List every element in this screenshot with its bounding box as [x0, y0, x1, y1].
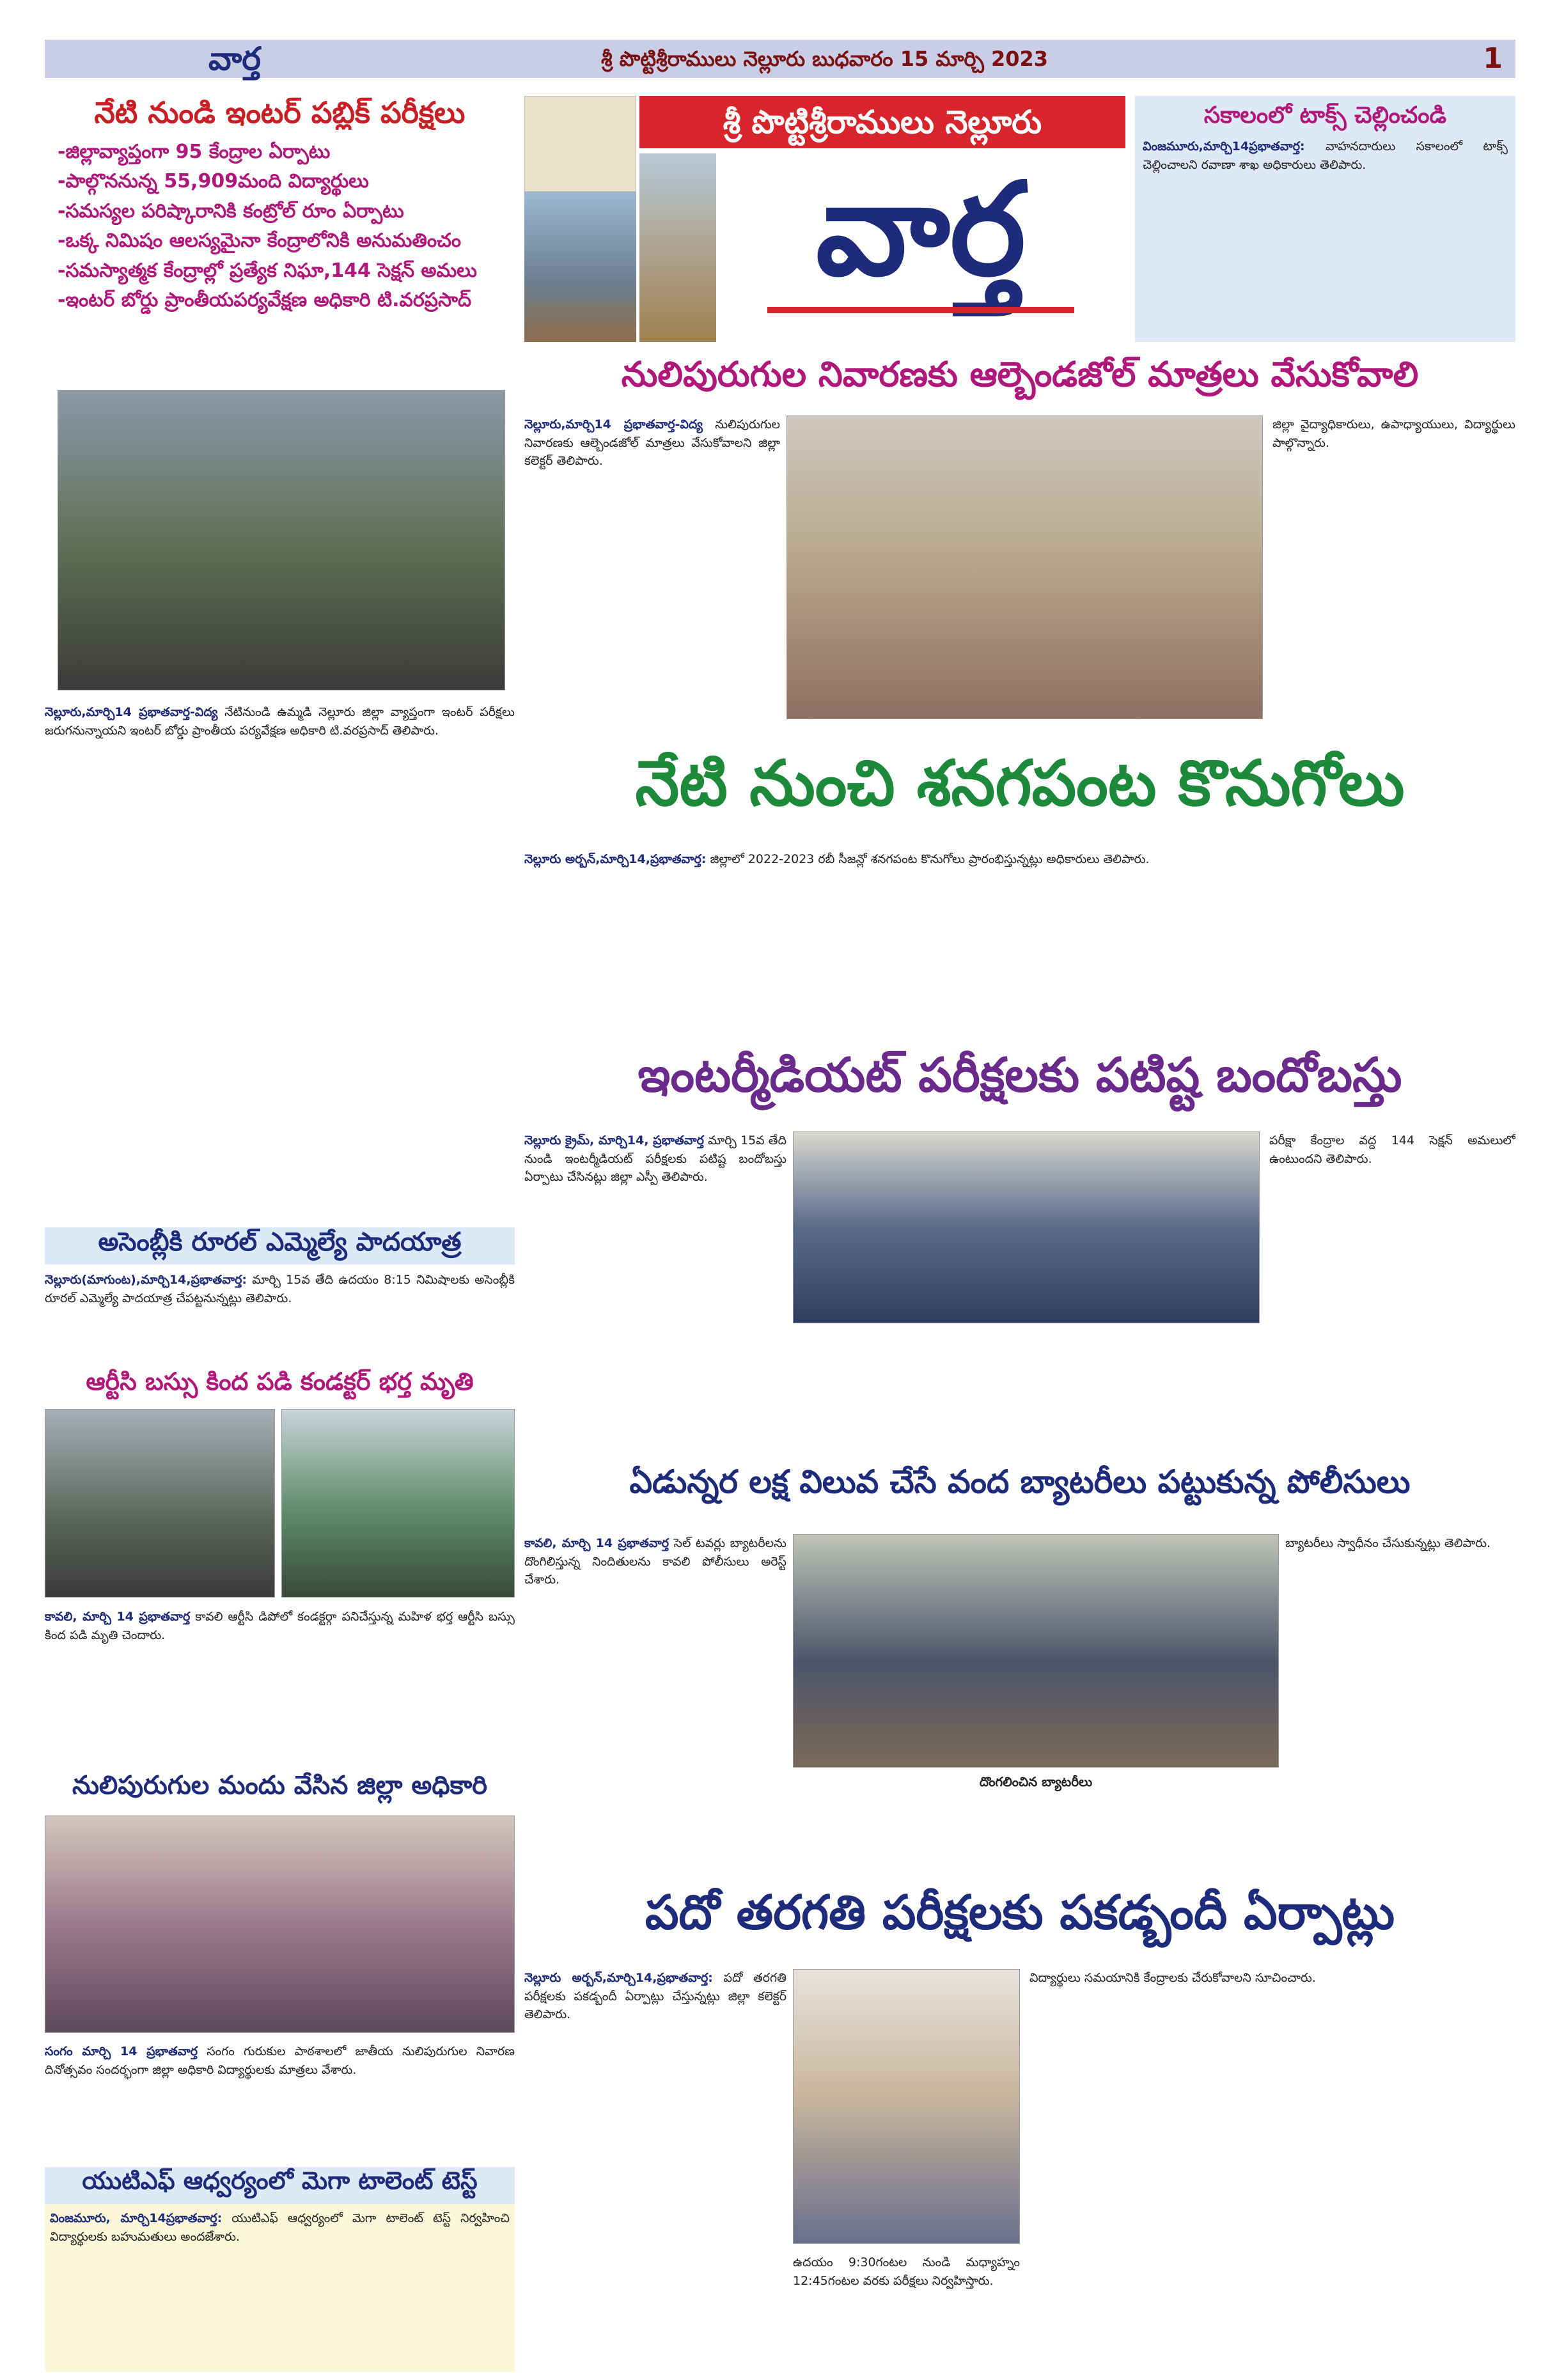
story-text: కావలి ఆర్టీసి డిపోలో కండక్టర్గా పనిచేస్తున్న మహిళ భర్త ఆర్టీసి బస్సు కింద పడి మృతి చెందారు.	[45, 1610, 515, 1642]
story-text: నేటినుండి ఉమ్మడి నెల్లూరు జిల్లా వ్యాప్తంగా ఇంటర్ పరీక్షలు జరుగనున్నాయని ఇంటర్ బోర్డు ప్రాంతీయ పర్యవేక్షణ అధికారి టి.వరప్రసాద్ తెలిపారు.	[45, 705, 515, 738]
batteries-body-left	[524, 1534, 786, 1867]
district-officer-headline: నులిపురుగుల మందు వేసిన జిల్లా అధికారి	[72, 1771, 487, 1800]
inter-exams-photo	[58, 390, 505, 690]
temple-photo	[639, 153, 716, 342]
dateline-lead: సంగం మార్చి 14 ప్రభాతవార్త	[45, 2044, 198, 2058]
masthead-region: శ్రీ పొట్టిశ్రీరాములు నెల్లూరు	[639, 96, 1125, 148]
tenth-exams-body-mid	[793, 2253, 1020, 2365]
district-officer-photo	[45, 1816, 515, 2033]
chickpea-story	[524, 748, 1515, 1029]
inter-exams-bullets	[45, 137, 515, 316]
inter-exams-story	[45, 96, 515, 1215]
story-text: ఉదయం 9:30గంటల నుండి మధ్యాహ్నం 12:45గంటల వరకు పరీక్షలు నిర్వహిస్తారు.	[793, 2255, 1020, 2288]
deworming-body-left	[524, 416, 780, 729]
story-text: సెల్ టవర్లు బ్యాటరీలను దొంగిలిస్తున్న నిందితులను కావలి పోలీసులు అరెస్ట్ చేశారు.	[524, 1536, 786, 1587]
page-number: 1	[1483, 42, 1503, 75]
dateline-lead: నెల్లూరు అర్బన్,మార్చి14,ప్రభాతవార్త:	[524, 1971, 713, 1985]
toll-story	[1135, 96, 1515, 342]
collector-photo	[793, 1969, 1020, 2244]
bandobast-headline: ఇంటర్మీడియట్ పరీక్షలకు పటిష్ట బందోబస్తు	[638, 1048, 1402, 1103]
batteries-caption: దొంగలించిన బ్యాటరీలు	[979, 1774, 1093, 1789]
story-text: సంగం గురుకుల పాఠశాలలో జాతీయ నులిపురుగుల నివారణ దినోత్సవం సందర్భంగా జిల్లా అధికారి విద్యార్థులకు మాత్రలు వేశారు.	[45, 2044, 515, 2077]
utf-body	[45, 2204, 515, 2367]
story-text: పరీక్షా కేంద్రాల వద్ద 144 సెక్షన్ అమలులో ఉంటుందని తెలిపారు.	[1269, 1133, 1515, 1166]
batteries-body-right	[1285, 1534, 1515, 1867]
story-text: వాహనదారులు సకాలంలో టాక్స్ చెల్లించాలని రవాణా శాఖ అధికారులు తెలిపారు.	[1143, 139, 1508, 172]
bullet-item: -పాల్గొననున్న 55,909మంది విద్యార్థులు	[58, 170, 369, 193]
chickpea-body	[524, 850, 1515, 1023]
masthead-small: వార్త	[208, 40, 262, 77]
bullet-item: -జిల్లావ్యాప్తంగా 95 కేంద్రాల ఏర్పాటు	[58, 140, 331, 163]
inter-exams-headline: నేటి నుండి ఇంటర్ పబ్లిక్ పరీక్షలు	[94, 96, 466, 130]
district-officer-story	[45, 1771, 515, 2154]
deworming-photo	[786, 416, 1263, 719]
bullet-item: -ఇంటర్ బోర్డు ప్రాంతీయపర్యవేక్షణ అధికారి టి.వరప్రసాద్	[58, 289, 472, 312]
tenth-exams-story	[524, 1886, 1515, 2372]
bandobast-body-right	[1269, 1132, 1515, 1438]
founder-portrait	[524, 96, 636, 192]
dateline-lead: నెల్లూరు(మాగుంట),మార్చి14,ప్రభాతవార్త:	[45, 1273, 247, 1287]
story-text: పదో తరగతి పరీక్షలకు పకడ్బందీ ఏర్పాట్లు చేస్తున్నట్లు జిల్లా కలెక్టర్ తెలిపారు.	[524, 1971, 786, 2021]
story-text: జిల్లాలో 2022-2023 రబీ సీజన్లో శనగపంట కొనుగోలు ప్రారంభిస్తున్నట్లు అధికారులు తెలిపారు.	[710, 852, 1150, 866]
dateline-lead: కావలి, మార్చి 14 ప్రభాతవార్త	[524, 1536, 669, 1550]
tenth-exams-headline: పదో తరగతి పరీక్షలకు పకడ్బందీ ఏర్పాట్లు	[645, 1886, 1395, 1940]
batteries-headline: ఏడున్నర లక్ష విలువ చేసే వంద బ్యాటరీలు పట్టుకున్న పోలీసులు	[629, 1464, 1411, 1500]
toll-headline: సకాలంలో టాక్స్ చెల్లించండి	[1203, 102, 1447, 128]
dateline-lead: కావలి, మార్చి 14 ప్రభాతవార్త	[45, 1610, 191, 1624]
utf-headline: యుటిఎఫ్ ఆధ్వర్యంలో మెగా టాలెంట్ టెస్ట్	[45, 2167, 515, 2204]
dateline-lead: వింజమూరు, మార్చి14ప్రభాతవార్త:	[50, 2211, 223, 2225]
story-text: యుటిఎఫ్ ఆధ్వర్యంలో మెగా టాలెంట్ టెస్ట్ నిర్వహించి విద్యార్థులకు బహుమతులు అందజేశారు.	[50, 2211, 510, 2244]
city-photo	[524, 192, 636, 342]
batteries-photo	[793, 1534, 1279, 1768]
top-bar	[45, 40, 1515, 78]
utf-story	[45, 2167, 515, 2372]
deworming-headline: నులిపురుగుల నివారణకు ఆల్బెండజోల్ మాత్రలు వేసుకోవాలి	[621, 355, 1419, 394]
padayatra-headline: అసెంబ్లీకి రూరల్ ఎమ్మెల్యే పాదయాత్ర	[45, 1227, 515, 1264]
padayatra-story	[45, 1227, 515, 1355]
batteries-story	[524, 1464, 1515, 1873]
story-text: విద్యార్థులు సమయానికి కేంద్రాలకు చేరుకోవాలని సూచించారు.	[1029, 1971, 1316, 1985]
chickpea-headline: నేటి నుంచి శనగపంట కొనుగోలు	[635, 748, 1405, 820]
story-text: బ్యాటరీలు స్వాధీనం చేసుకున్నట్లు తెలిపారు.	[1285, 1536, 1491, 1550]
bandobast-body-left	[524, 1132, 786, 1438]
district-officer-body	[45, 2042, 515, 2151]
dateline: శ్రీ పొట్టిశ్రీరాములు నెల్లూరు బుధవారం 15 మార్చి 2023	[601, 47, 1049, 71]
masthead	[524, 96, 1125, 342]
bus-body	[45, 1608, 515, 1755]
dateline-lead: నెల్లూరు క్రైమ్, మార్చి14, ప్రభాతవార్త	[524, 1133, 704, 1147]
story-text: మార్చి 15వ తేది నుండి ఇంటర్మీడియట్ పరీక్షలకు పటిష్ట బందోబస్తు ఏర్పాటు చేసినట్లు జిల్లా ఎస్పీ తెలిపారు.	[524, 1133, 786, 1184]
bus-headline: ఆర్టీసి బస్సు కింద పడి కండక్టర్ భర్త మృతి	[86, 1368, 474, 1396]
story-text: మార్చి 15వ తేది ఉదయం 8:15 నిమిషాలకు అసెంబ్లీకి రూరల్ ఎమ్మెల్యే పాదయాత్ర చేపట్టనున్నట్లు తెలిపారు.	[45, 1273, 515, 1305]
bullet-item: -ఒక్క నిమిషం ఆలస్యమైనా కేంద్రాలోనికి అనుమతించం	[58, 229, 462, 253]
dateline-lead: నెల్లూరు,మార్చి14 ప్రభాతవార్త-విద్య	[524, 417, 703, 432]
masthead-title: వార్త	[815, 155, 1026, 304]
bus-story	[45, 1368, 515, 1758]
story-text: జిల్లా వైద్యాధికారులు, ఉపాధ్యాయులు, విద్యార్థులు పాల్గొన్నారు.	[1272, 417, 1515, 450]
padayatra-body	[45, 1264, 515, 1354]
bullet-item: -సమస్యాత్మక కేంద్రాల్లో ప్రత్యేక నిఘా,144 సెక్షన్ అమలు	[58, 259, 477, 282]
bullet-item: -సమస్యల పరిష్కారానికి కంట్రోల్ రూం ఏర్పాటు	[58, 199, 404, 222]
dateline-lead: నెల్లూరు అర్బన్,మార్చి14,ప్రభాతవార్త:	[524, 852, 707, 866]
bus-photo-left	[45, 1409, 275, 1598]
tenth-exams-body-left	[524, 1969, 786, 2365]
toll-body	[1135, 135, 1515, 339]
masthead-underline	[767, 307, 1074, 313]
bandobast-story	[524, 1048, 1515, 1445]
deworming-body-right	[1272, 416, 1515, 729]
inter-exams-body	[45, 703, 515, 1208]
dateline-lead: వింజమూరు,మార్చి14ప్రభాతవార్త:	[1143, 139, 1305, 154]
tenth-exams-body-right	[1029, 1969, 1515, 2365]
story-text: నులిపురుగుల నివారణకు ఆల్బెండజోల్ మాత్రలు వేసుకోవాలని జిల్లా కలెక్టర్ తెలిపారు.	[524, 417, 780, 468]
deworming-story	[524, 355, 1515, 732]
bandobast-photo	[793, 1132, 1260, 1323]
bus-photo-right	[281, 1409, 515, 1598]
dateline-lead: నెల్లూరు,మార్చి14 ప్రభాతవార్త-విద్య	[45, 705, 218, 719]
